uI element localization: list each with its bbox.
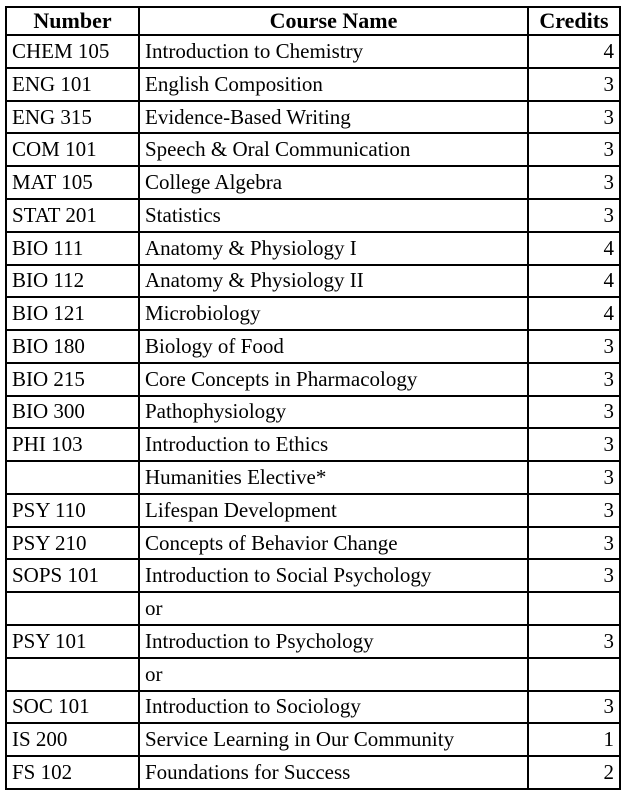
table-row — [6, 592, 620, 625]
course-number-cell: PHI 103 — [6, 428, 139, 461]
course-credits-cell: 2 — [528, 756, 620, 789]
course-number-cell: BIO 180 — [6, 330, 139, 363]
table-row — [6, 166, 620, 199]
course-credits-cell: 3 — [528, 625, 620, 658]
course-name-cell: Lifespan Development — [139, 494, 528, 527]
course-name-cell: Introduction to Ethics — [139, 428, 528, 461]
course-number-cell: BIO 215 — [6, 363, 139, 396]
table-row — [6, 330, 620, 363]
table-row — [6, 723, 620, 756]
course-credits-cell — [528, 658, 620, 691]
course-number-cell: COM 101 — [6, 133, 139, 166]
course-number-cell: SOPS 101 — [6, 559, 139, 592]
course-credits-cell: 1 — [528, 723, 620, 756]
table-row — [6, 363, 620, 396]
course-credits-cell: 4 — [528, 265, 620, 298]
course-credits-cell: 3 — [528, 428, 620, 461]
table-row — [6, 756, 620, 789]
table-row — [6, 396, 620, 429]
course-credits-cell: 4 — [528, 35, 620, 68]
table-row — [6, 68, 620, 101]
course-number-cell: ENG 315 — [6, 101, 139, 134]
course-credits-cell: 3 — [528, 166, 620, 199]
course-number-cell — [6, 592, 139, 625]
course-number-cell: CHEM 105 — [6, 35, 139, 68]
course-name-cell: College Algebra — [139, 166, 528, 199]
course-number-cell: BIO 111 — [6, 232, 139, 265]
course-name-cell: Evidence-Based Writing — [139, 101, 528, 134]
header-credits: Credits — [528, 7, 620, 35]
course-name-cell: Introduction to Psychology — [139, 625, 528, 658]
course-number-cell: PSY 110 — [6, 494, 139, 527]
course-name-cell: Introduction to Chemistry — [139, 35, 528, 68]
table-row — [6, 559, 620, 592]
course-number-cell: BIO 112 — [6, 265, 139, 298]
table-row — [6, 658, 620, 691]
course-number-cell: ENG 101 — [6, 68, 139, 101]
course-name-cell: Pathophysiology — [139, 396, 528, 429]
course-number-cell: FS 102 — [6, 756, 139, 789]
course-credits-cell: 3 — [528, 494, 620, 527]
table-row — [6, 691, 620, 724]
course-number-cell — [6, 658, 139, 691]
course-name-cell: Service Learning in Our Community — [139, 723, 528, 756]
course-credits-cell: 3 — [528, 68, 620, 101]
course-name-cell: Concepts of Behavior Change — [139, 527, 528, 560]
course-credits-cell: 4 — [528, 297, 620, 330]
course-name-cell: Introduction to Social Psychology — [139, 559, 528, 592]
course-name-cell: Biology of Food — [139, 330, 528, 363]
course-credits-cell: 3 — [528, 330, 620, 363]
course-number-cell: PSY 101 — [6, 625, 139, 658]
header-name: Course Name — [139, 7, 528, 35]
course-number-cell: STAT 201 — [6, 199, 139, 232]
course-name-cell: Anatomy & Physiology I — [139, 232, 528, 265]
course-name-cell: Microbiology — [139, 297, 528, 330]
header-row — [6, 7, 620, 35]
course-name-cell: Humanities Elective* — [139, 461, 528, 494]
course-number-cell: SOC 101 — [6, 691, 139, 724]
course-number-cell: IS 200 — [6, 723, 139, 756]
course-credits-cell: 3 — [528, 396, 620, 429]
course-credits-cell: 3 — [528, 691, 620, 724]
course-name-cell: Anatomy & Physiology II — [139, 265, 528, 298]
course-credits-cell: 3 — [528, 461, 620, 494]
table-row — [6, 297, 620, 330]
course-credits-cell: 4 — [528, 232, 620, 265]
table-row — [6, 461, 620, 494]
course-credits-cell — [528, 592, 620, 625]
table-row — [6, 265, 620, 298]
course-credits-cell: 3 — [528, 199, 620, 232]
course-number-cell: MAT 105 — [6, 166, 139, 199]
table-row — [6, 199, 620, 232]
table-row — [6, 133, 620, 166]
table-row — [6, 625, 620, 658]
course-credits-cell: 3 — [528, 559, 620, 592]
course-number-cell: PSY 210 — [6, 527, 139, 560]
course-credits-cell: 3 — [528, 101, 620, 134]
course-name-cell: Introduction to Sociology — [139, 691, 528, 724]
table-row — [6, 527, 620, 560]
course-name-cell: Core Concepts in Pharmacology — [139, 363, 528, 396]
table-row — [6, 35, 620, 68]
course-credits-cell: 3 — [528, 363, 620, 396]
table-row — [6, 428, 620, 461]
course-name-cell: Foundations for Success — [139, 756, 528, 789]
course-name-cell: English Composition — [139, 68, 528, 101]
header-number: Number — [6, 7, 139, 35]
course-number-cell — [6, 461, 139, 494]
table-row — [6, 101, 620, 134]
course-credits-cell: 3 — [528, 133, 620, 166]
course-rows — [6, 35, 620, 789]
course-credits-table — [5, 6, 621, 790]
table-row — [6, 232, 620, 265]
table-row — [6, 494, 620, 527]
course-name-cell: or — [139, 658, 528, 691]
course-credits-cell: 3 — [528, 527, 620, 560]
course-name-cell: Statistics — [139, 199, 528, 232]
course-name-cell: Speech & Oral Communication — [139, 133, 528, 166]
course-name-cell: or — [139, 592, 528, 625]
course-number-cell: BIO 300 — [6, 396, 139, 429]
course-number-cell: BIO 121 — [6, 297, 139, 330]
